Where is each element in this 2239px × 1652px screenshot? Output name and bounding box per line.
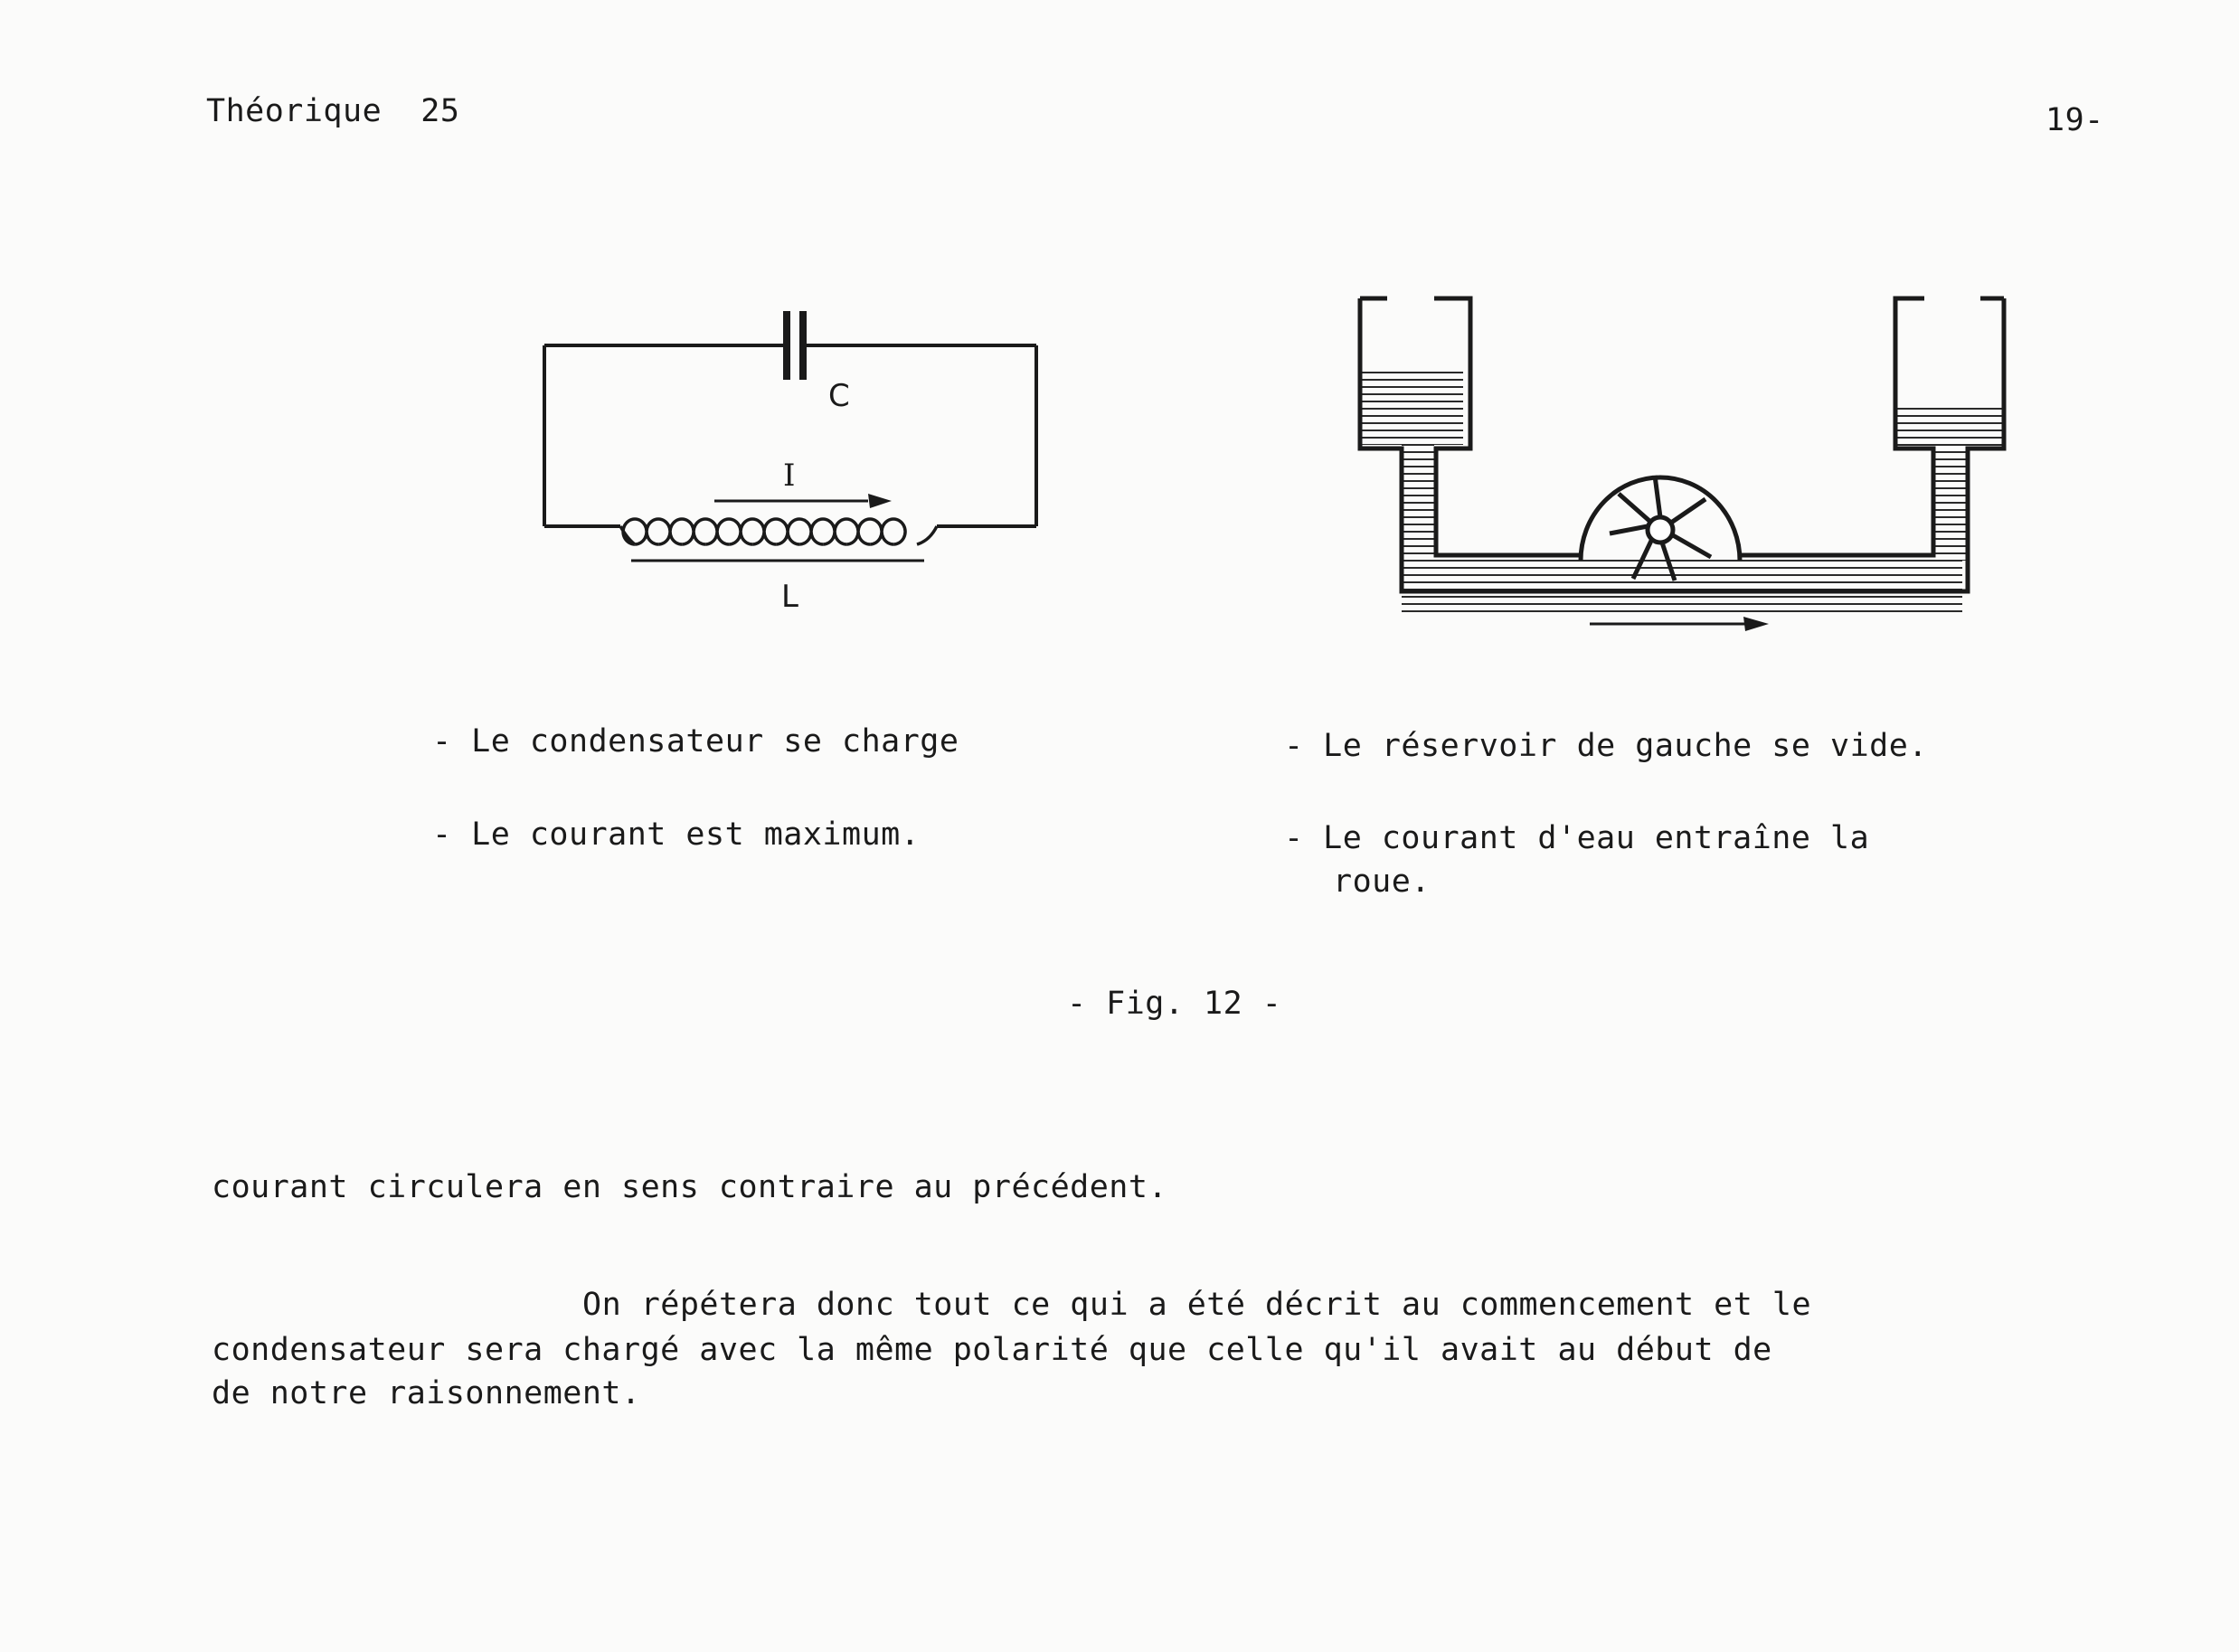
capacitor-label: C — [828, 378, 850, 414]
page-number: 19- — [2045, 102, 2104, 138]
paragraph-2-line-1: On répétera donc tout ce qui a été décrit au commencement et le — [582, 1287, 1812, 1323]
figure-caption: - Fig. 12 - — [1067, 986, 1282, 1022]
flow-arrow — [1590, 617, 1769, 631]
right-pipe-water — [1933, 448, 1966, 561]
right-reservoir-water — [1895, 407, 2002, 447]
lc-circuit-diagram — [534, 298, 1040, 597]
inductor-coil — [620, 519, 937, 544]
caption-right-1: - Le réservoir de gauche se vide. — [1284, 728, 1928, 764]
water-tank-diagram — [1347, 289, 2035, 642]
caption-right-2: - Le courant d'eau entraîne la — [1284, 820, 1870, 856]
caption-left-1: - Le condensateur se charge — [432, 723, 959, 760]
left-pipe-water — [1402, 445, 1434, 561]
paragraph-2-line-2: condensateur sera chargé avec la même polarité que celle qu'il avait au début de — [212, 1332, 1772, 1368]
header-left-text: Théorique 25 — [206, 93, 460, 129]
left-reservoir-water — [1360, 369, 1463, 445]
paragraph-1: courant circulera en sens contraire au précédent. — [212, 1169, 1168, 1205]
channel-water — [1402, 557, 1962, 613]
caption-right-3: roue. — [1333, 864, 1431, 900]
paragraph-2-line-3: de notre raisonnement. — [212, 1375, 641, 1411]
current-arrow — [714, 494, 892, 508]
current-label: I — [783, 458, 796, 494]
capacitor-symbol — [787, 311, 803, 380]
inductor-label: L — [781, 579, 798, 615]
caption-left-2: - Le courant est maximum. — [432, 817, 921, 853]
